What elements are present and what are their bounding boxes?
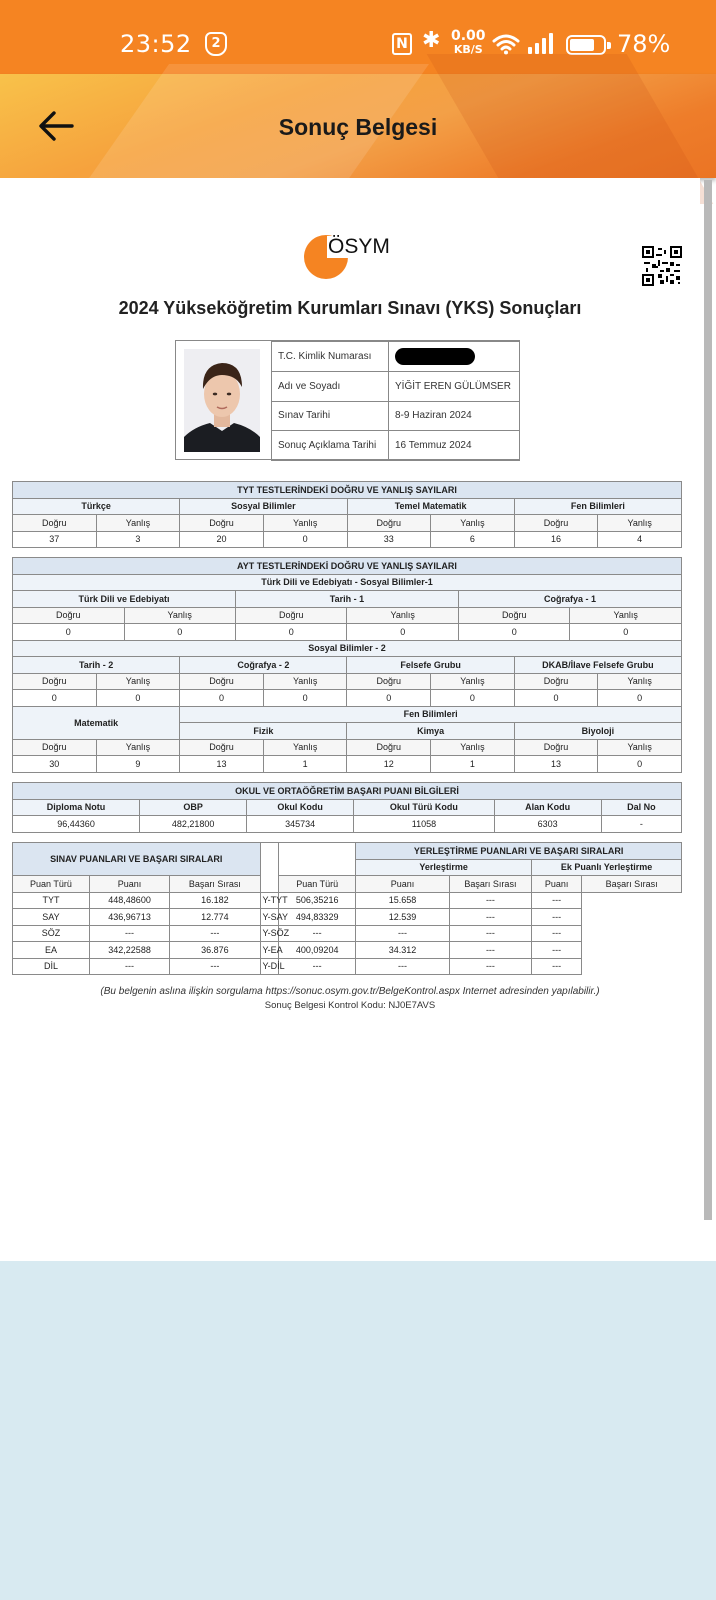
count-cell: 0 — [347, 690, 431, 707]
count-cell: 9 — [96, 756, 180, 773]
count-cell: 33 — [347, 531, 431, 548]
school-column: Diploma Notu — [13, 799, 140, 816]
battery-percent: 78% — [617, 30, 671, 58]
battery-icon — [566, 35, 606, 55]
count-cell: 0 — [180, 690, 264, 707]
dogru-label: Doğru — [235, 607, 347, 624]
count-cell: 0 — [570, 624, 682, 641]
placement-rank: 15.658 — [356, 892, 450, 909]
ayt-group-header: Fen Bilimleri — [180, 706, 682, 723]
identity-table — [271, 341, 520, 461]
qr-code-icon — [642, 246, 682, 286]
yanlis-label: Yanlış — [124, 607, 235, 624]
dogru-label: Doğru — [347, 515, 431, 532]
count-cell: 37 — [13, 531, 97, 548]
yanlis-label: Yanlış — [263, 515, 347, 532]
tyt-section: Temel Matematik — [347, 498, 514, 515]
ayt-section: Türk Dili ve Edebiyatı — [13, 591, 236, 608]
rank-value: --- — [170, 958, 260, 975]
school-header: OKUL VE ORTAÖĞRETİM BAŞARI PUANI BİLGİLERİ — [13, 783, 682, 800]
table-row — [13, 909, 682, 926]
dogru-label: Doğru — [180, 739, 264, 756]
ayt-section: DKAB/İlave Felsefe Grubu — [514, 657, 681, 674]
ayt-group-header: Sosyal Bilimler - 2 — [13, 640, 682, 657]
candidate-photo — [184, 349, 260, 452]
score-type: EA — [13, 942, 90, 959]
school-value: - — [601, 816, 681, 833]
yanlis-label: Yanlış — [431, 515, 515, 532]
bonus-score: --- — [449, 942, 531, 959]
yerlestirme-header: Yerleştirme — [356, 859, 532, 876]
ayt-section: Felsefe Grubu — [347, 657, 514, 674]
yanlis-label: Yanlış — [263, 739, 347, 756]
placement-type: Y-TYT — [260, 892, 279, 909]
placement-type: Y-DİL — [260, 958, 279, 975]
yanlis-label: Yanlış — [96, 673, 180, 690]
score-value: 436,96713 — [89, 909, 169, 926]
col-puan-turu: Puan Türü — [13, 876, 90, 893]
placement-score: --- — [279, 925, 356, 942]
ayt-table — [12, 557, 682, 773]
rank-value: 12.774 — [170, 909, 260, 926]
ayt-header: AYT TESTLERİNDEKİ DOĞRU VE YANLIŞ SAYILARI — [13, 558, 682, 575]
status-time: 23:52 — [120, 30, 192, 58]
count-cell: 1 — [263, 756, 347, 773]
table-row — [13, 690, 682, 707]
bonus-rank: --- — [532, 958, 582, 975]
count-cell: 1 — [431, 756, 515, 773]
rank-value: 16.182 — [170, 892, 260, 909]
count-cell: 0 — [235, 624, 347, 641]
school-column: OBP — [140, 799, 247, 816]
school-column: Dal No — [601, 799, 681, 816]
result-date-value: 16 Temmuz 2024 — [389, 431, 520, 461]
score-value: 448,48600 — [89, 892, 169, 909]
placement-rank: 34.312 — [356, 942, 450, 959]
placement-rank: 12.539 — [356, 909, 450, 926]
placement-rank: --- — [356, 958, 450, 975]
count-cell: 0 — [263, 531, 347, 548]
school-value: 6303 — [494, 816, 601, 833]
scrollbar[interactable] — [704, 180, 712, 1220]
exam-date-label: Sınav Tarihi — [272, 401, 389, 431]
bonus-rank: --- — [532, 909, 582, 926]
exam-date-value: 8-9 Haziran 2024 — [389, 401, 520, 431]
yanlis-label: Yanlış — [570, 607, 682, 624]
name-label: Adı ve Soyadı — [272, 371, 389, 401]
count-cell: 0 — [431, 690, 515, 707]
ayt-section: Kimya — [347, 723, 514, 740]
yanlis-label: Yanlış — [431, 673, 515, 690]
placement-corner-cell — [279, 843, 356, 876]
bonus-score: --- — [449, 909, 531, 926]
scores-table — [12, 842, 682, 975]
placement-score: 506,35216 — [279, 892, 356, 909]
bonus-score: --- — [449, 958, 531, 975]
bluetooth-icon: ✱ — [422, 28, 441, 53]
notification-badge-icon: 2 — [205, 32, 227, 56]
yanlis-label: Yanlış — [347, 607, 459, 624]
verification-note: (Bu belgenin aslına ilişkin sorgulama https://sonuc.osym.gov.tr/BelgeKontrol.aspx Internet adresinden yapılabilir.) — [100, 986, 600, 997]
result-document — [0, 178, 700, 1261]
bonus-rank: --- — [532, 925, 582, 942]
identity-row — [272, 401, 520, 431]
table-row — [13, 925, 682, 942]
score-value: 342,22588 — [89, 942, 169, 959]
identity-row — [272, 342, 520, 372]
count-cell: 13 — [180, 756, 264, 773]
count-cell: 16 — [514, 531, 598, 548]
table-divider — [260, 843, 279, 893]
dogru-label: Doğru — [347, 739, 431, 756]
col-basari-sirasi: Başarı Sırası — [170, 876, 260, 893]
count-cell: 0 — [96, 690, 180, 707]
bonus-rank: --- — [532, 942, 582, 959]
score-value: --- — [89, 958, 169, 975]
count-cell: 0 — [598, 690, 682, 707]
col-puani: Puanı — [532, 876, 582, 893]
tyt-section: Sosyal Bilimler — [180, 498, 347, 515]
placement-scores-header: YERLEŞTİRME PUANLARI VE BAŞARI SIRALARI — [356, 843, 682, 860]
yanlis-label: Yanlış — [96, 515, 180, 532]
yanlis-label: Yanlış — [598, 515, 682, 532]
placement-rank: --- — [356, 925, 450, 942]
dogru-label: Doğru — [13, 515, 97, 532]
dogru-label: Doğru — [13, 739, 97, 756]
dogru-label: Doğru — [180, 515, 264, 532]
count-cell: 0 — [13, 624, 125, 641]
table-row — [13, 756, 682, 773]
ayt-section-matematik: Matematik — [13, 706, 180, 739]
ayt-section: Coğrafya - 1 — [458, 591, 681, 608]
battery-level — [570, 39, 594, 51]
score-type: DİL — [13, 958, 90, 975]
network-speed-value: 0.00 — [451, 28, 486, 44]
count-cell: 20 — [180, 531, 264, 548]
empty-area — [0, 1261, 716, 1600]
yanlis-label: Yanlış — [96, 739, 180, 756]
dogru-label: Doğru — [347, 673, 431, 690]
tc-number-label: T.C. Kimlik Numarası — [272, 342, 389, 372]
yanlis-label: Yanlış — [598, 739, 682, 756]
count-cell: 0 — [347, 624, 459, 641]
identity-row — [272, 371, 520, 401]
table-row — [13, 892, 682, 909]
dogru-label: Doğru — [514, 515, 598, 532]
col-puani: Puanı — [356, 876, 450, 893]
ayt-section: Fizik — [180, 723, 347, 740]
table-row — [13, 624, 682, 641]
tyt-section: Türkçe — [13, 498, 180, 515]
identity-row — [272, 431, 520, 461]
table-row — [13, 958, 682, 975]
wifi-icon — [492, 33, 520, 55]
count-cell: 3 — [96, 531, 180, 548]
placement-score: 400,09204 — [279, 942, 356, 959]
count-cell: 0 — [13, 690, 97, 707]
tyt-header: TYT TESTLERİNDEKİ DOĞRU VE YANLIŞ SAYILARI — [13, 482, 682, 499]
count-cell: 30 — [13, 756, 97, 773]
col-basari-sirasi: Başarı Sırası — [582, 876, 682, 893]
control-code: Sonuç Belgesi Kontrol Kodu: NJ0E7AVS — [264, 1000, 436, 1011]
nfc-icon: N — [392, 33, 412, 55]
col-basari-sirasi: Başarı Sırası — [449, 876, 531, 893]
rank-value: 36.876 — [170, 942, 260, 959]
count-cell: 0 — [598, 756, 682, 773]
osym-logo-text: ÖSYM — [328, 235, 390, 258]
count-cell: 13 — [514, 756, 598, 773]
placement-score: --- — [279, 958, 356, 975]
result-date-label: Sonuç Açıklama Tarihi — [272, 431, 389, 461]
placement-type: Y-SAY — [260, 909, 279, 926]
ayt-section: Tarih - 1 — [235, 591, 458, 608]
network-speed-unit: KB/S — [453, 43, 483, 56]
school-column: Okul Kodu — [247, 799, 354, 816]
col-puan-turu: Puan Türü — [279, 876, 356, 893]
ayt-group-header: Türk Dili ve Edebiyatı - Sosyal Bilimler-1 — [13, 574, 682, 591]
network-speed — [451, 30, 486, 56]
count-cell: 0 — [263, 690, 347, 707]
identity-box — [175, 340, 520, 460]
placement-type: Y-SÖZ — [260, 925, 279, 942]
school-table — [12, 782, 682, 833]
yanlis-label: Yanlış — [263, 673, 347, 690]
placement-type: Y-EA — [260, 942, 279, 959]
redaction-mark — [395, 348, 475, 365]
tyt-section: Fen Bilimleri — [514, 498, 681, 515]
school-value: 96,44360 — [13, 816, 140, 833]
placement-score: 494,83329 — [279, 909, 356, 926]
bonus-rank: --- — [532, 892, 582, 909]
score-type: TYT — [13, 892, 90, 909]
count-cell: 6 — [431, 531, 515, 548]
dogru-label: Doğru — [458, 607, 569, 624]
yanlis-label: Yanlış — [431, 739, 515, 756]
school-column: Okul Türü Kodu — [354, 799, 494, 816]
count-cell: 12 — [347, 756, 431, 773]
app-bar — [0, 74, 716, 178]
signal-icon — [527, 33, 555, 55]
ayt-section: Biyoloji — [514, 723, 681, 740]
page-title: Sonuç Belgesi — [278, 114, 438, 140]
school-value: 345734 — [247, 816, 354, 833]
col-puani: Puanı — [89, 876, 169, 893]
yanlis-label: Yanlış — [598, 673, 682, 690]
bonus-score: --- — [449, 925, 531, 942]
dogru-label: Doğru — [13, 673, 97, 690]
score-type: SAY — [13, 909, 90, 926]
rank-value: --- — [170, 925, 260, 942]
count-cell: 0 — [458, 624, 569, 641]
tc-number-value — [389, 342, 520, 372]
name-value: YİĞİT EREN GÜLÜMSER — [389, 371, 520, 401]
ek-puanli-header: Ek Puanlı Yerleştirme — [532, 859, 682, 876]
table-row — [13, 942, 682, 959]
tyt-table — [12, 481, 682, 548]
count-cell: 4 — [598, 531, 682, 548]
bonus-score: --- — [449, 892, 531, 909]
table-row — [13, 816, 682, 833]
ayt-section: Coğrafya - 2 — [180, 657, 347, 674]
dogru-label: Doğru — [180, 673, 264, 690]
count-cell: 0 — [514, 690, 598, 707]
school-value: 482,21800 — [140, 816, 247, 833]
school-column: Alan Kodu — [494, 799, 601, 816]
score-type: SÖZ — [13, 925, 90, 942]
ayt-section: Tarih - 2 — [13, 657, 180, 674]
exam-scores-header: SINAV PUANLARI VE BAŞARI SIRALARI — [13, 843, 261, 876]
count-cell: 0 — [124, 624, 235, 641]
dogru-label: Doğru — [13, 607, 125, 624]
score-value: --- — [89, 925, 169, 942]
dogru-label: Doğru — [514, 739, 598, 756]
document-title: 2024 Yükseköğretim Kurumları Sınavı (YKS) Sonuçları — [118, 298, 582, 318]
table-row — [13, 531, 682, 548]
dogru-label: Doğru — [514, 673, 598, 690]
school-value: 11058 — [354, 816, 494, 833]
